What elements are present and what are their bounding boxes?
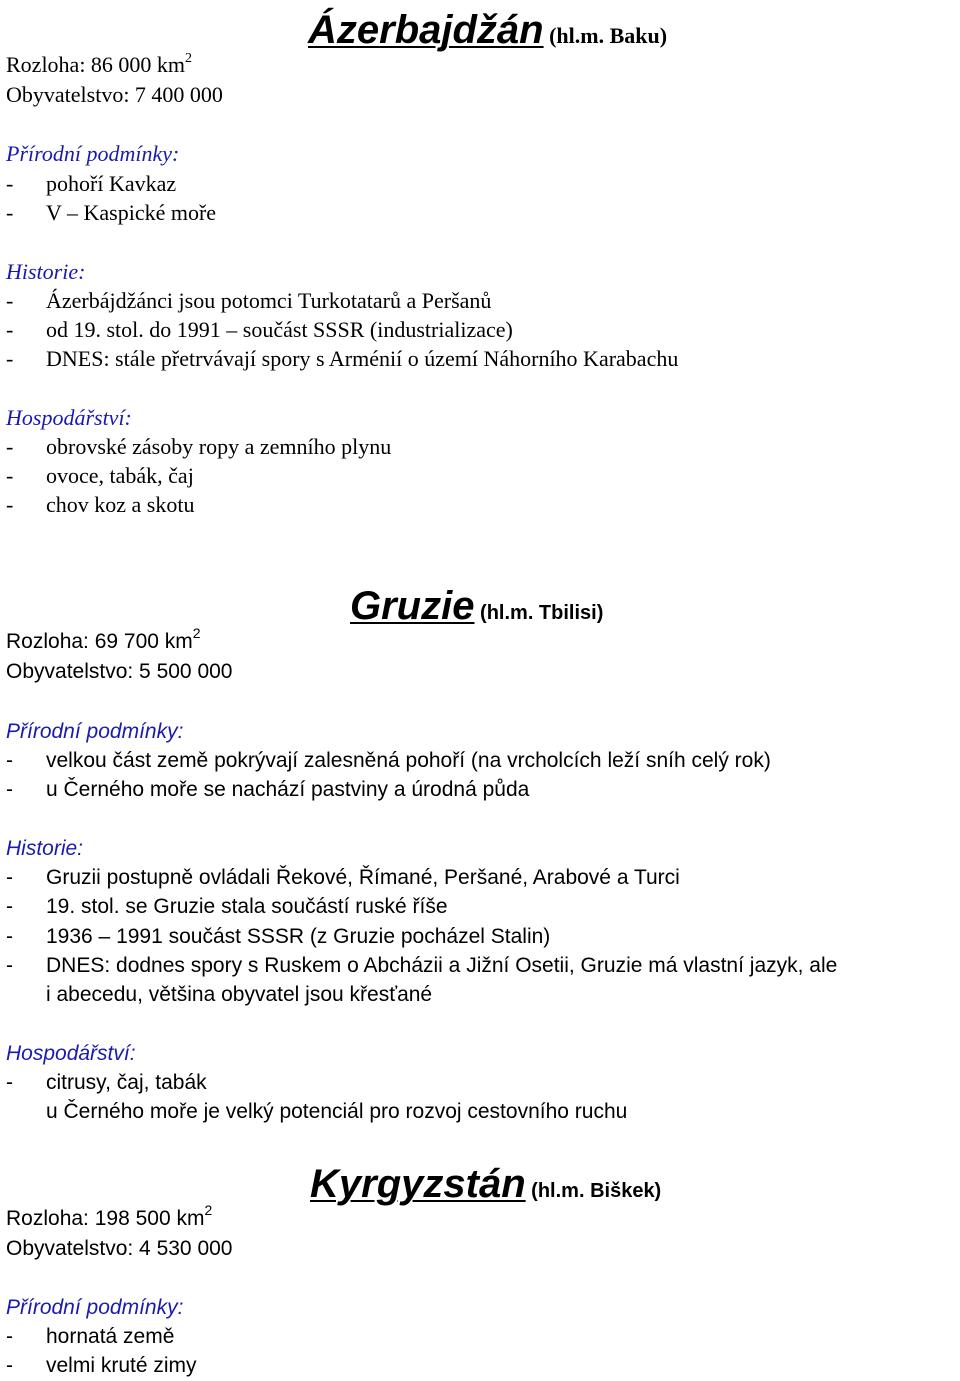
- list-item-text: 1936 – 1991 součást SSSR (z Gruzie pocházel Stalin): [46, 925, 551, 948]
- capital-label: (hl.m. Tbilisi): [474, 602, 604, 624]
- nature-heading: Přírodní podmínky:: [6, 141, 180, 166]
- list-item-text: hornatá země: [46, 1325, 175, 1348]
- history-heading: Historie:: [6, 837, 84, 860]
- dash: -: [6, 200, 14, 225]
- list-item-text: velkou část země pokrývají zalesněná pohoří (na vrcholcích leží sníh celý rok): [46, 749, 771, 772]
- area-line: [6, 625, 201, 653]
- dash: -: [6, 346, 14, 371]
- list-item-text: Gruzii postupně ovládali Řekové, Římané, Peršané, Arabové a Turci: [46, 866, 680, 889]
- list-item-text: ovoce, tabák, čaj: [46, 463, 194, 488]
- dash: -: [6, 463, 14, 488]
- dash: -: [6, 925, 13, 948]
- country-name: Ázerbajdžán: [308, 8, 544, 52]
- dash: -: [6, 434, 14, 459]
- economy-note: u Černého moře je velký potenciál pro rozvoj cestovního ruchu: [46, 1100, 628, 1123]
- area-text: Rozloha: 198 500 km: [6, 1207, 205, 1230]
- nature-heading: Přírodní podmínky:: [6, 720, 184, 743]
- capital-label: (hl.m. Biškek): [525, 1180, 662, 1202]
- list-item-text: chov koz a skotu: [46, 492, 195, 517]
- history-heading: Historie:: [6, 259, 86, 284]
- list-item-text: od 19. stol. do 1991 – součást SSSR (industrializace): [46, 317, 513, 342]
- list-item-text: velmi kruté zimy: [46, 1354, 197, 1377]
- dash: -: [6, 317, 14, 342]
- section-title-georgia: [350, 584, 603, 628]
- population-line: Obyvatelstvo: 7 400 000: [6, 82, 223, 107]
- country-name: Kyrgyzstán: [310, 1162, 526, 1206]
- area-line: [6, 51, 193, 77]
- economy-heading: Hospodářství:: [6, 1042, 136, 1065]
- dash: -: [6, 1325, 13, 1348]
- section-title-azerbaijan: [308, 8, 667, 52]
- dash: -: [6, 171, 14, 196]
- list-item-text: V – Kaspické moře: [46, 200, 217, 225]
- dash: -: [6, 954, 13, 977]
- dash: -: [6, 895, 13, 918]
- dash: -: [6, 778, 13, 801]
- dash: -: [6, 866, 13, 889]
- list-item-continuation: i abecedu, většina obyvatel jsou křesťané: [46, 983, 433, 1006]
- area-superscript: 2: [185, 51, 193, 66]
- area-line: [6, 1202, 213, 1230]
- list-item-text: 19. stol. se Gruzie stala součástí ruské říše: [46, 895, 448, 918]
- area-superscript: 2: [204, 1202, 213, 1218]
- population-line: Obyvatelstvo: 4 530 000: [6, 1237, 233, 1260]
- area-text: Rozloha: 69 700 km: [6, 630, 193, 653]
- population-line: Obyvatelstvo: 5 500 000: [6, 660, 233, 683]
- dash: -: [6, 749, 13, 772]
- list-item-text: DNES: dodnes spory s Ruskem o Abcházii a Jižní Osetii, Gruzie má vlastní jazyk, ale: [46, 954, 838, 977]
- section-title-kyrgyzstan: [310, 1162, 661, 1206]
- list-item-text: DNES: stále přetrvávají spory s Arménií o území Náhorního Karabachu: [46, 346, 679, 371]
- dash: -: [6, 1354, 13, 1377]
- nature-heading: Přírodní podmínky:: [6, 1296, 184, 1319]
- country-name: Gruzie: [350, 584, 475, 628]
- dash: -: [6, 1071, 13, 1094]
- list-item-text: citrusy, čaj, tabák: [46, 1071, 207, 1094]
- area-text: Rozloha: 86 000 km: [6, 52, 186, 77]
- list-item-text: obrovské zásoby ropy a zemního plynu: [46, 434, 392, 459]
- list-item-text: pohoří Kavkaz: [46, 171, 177, 196]
- dash: -: [6, 288, 14, 313]
- area-superscript: 2: [192, 625, 201, 641]
- economy-heading: Hospodářství:: [6, 405, 132, 430]
- list-item-text: u Černého moře se nachází pastviny a úrodná půda: [46, 778, 530, 801]
- dash: -: [6, 492, 14, 517]
- capital-label: (hl.m. Baku): [543, 23, 668, 48]
- list-item-text: Ázerbájdžánci jsou potomci Turkotatarů a Peršanů: [46, 288, 492, 313]
